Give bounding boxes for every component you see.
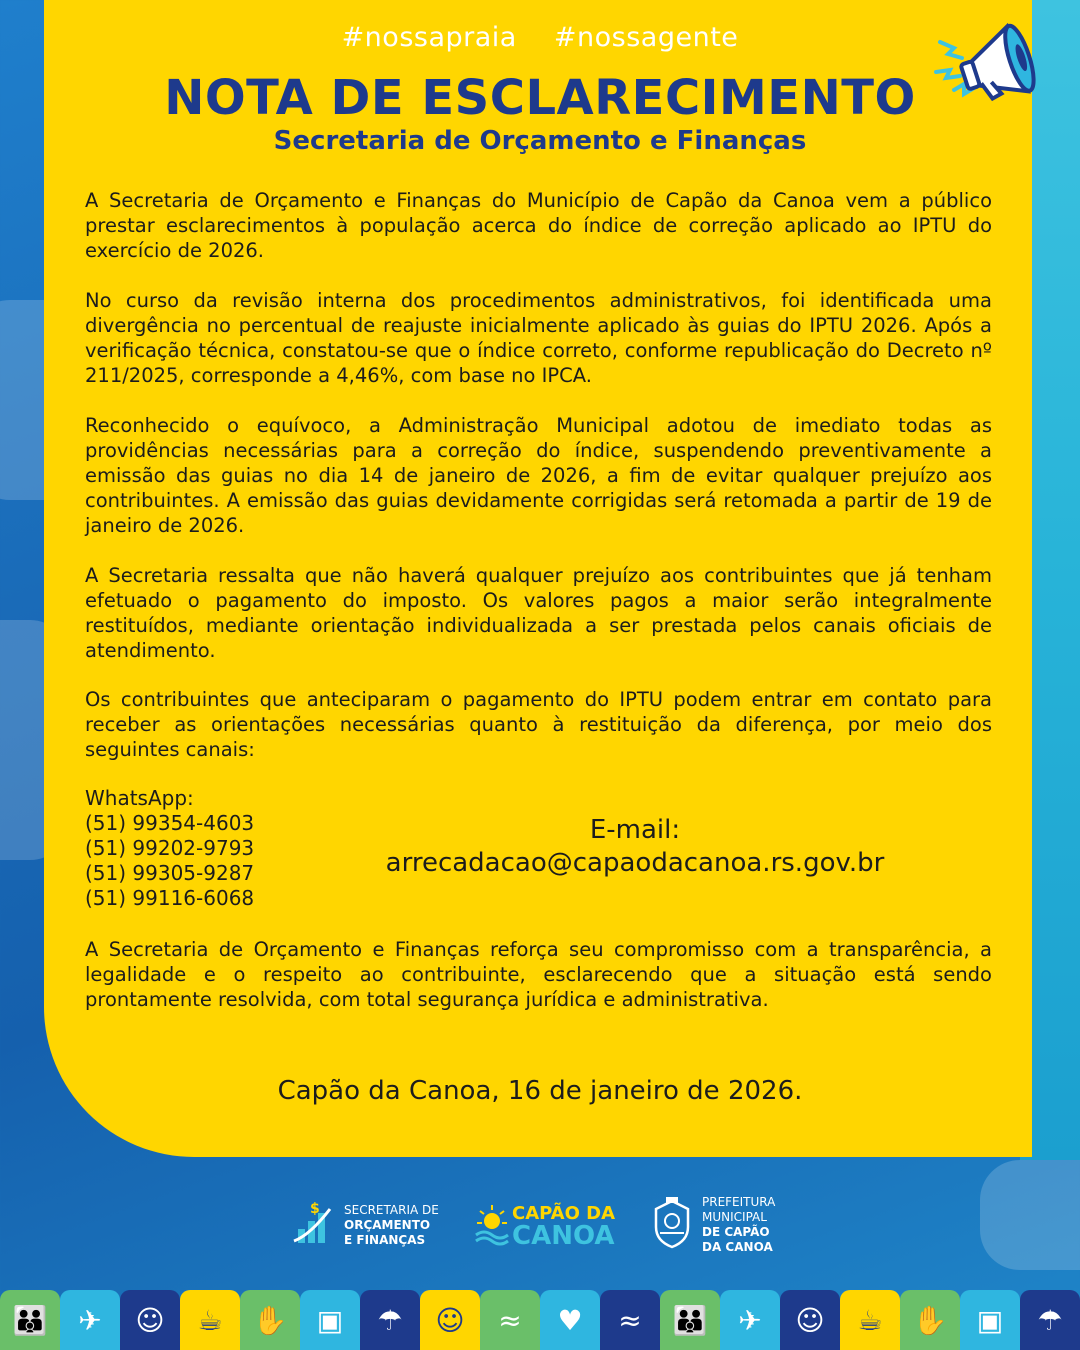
email-address[interactable]: arrecadacao@capaodacanoa.rs.gov.br: [385, 848, 885, 878]
page-title: NOTA DE ESCLARECIMENTO: [164, 70, 916, 126]
children-icon: ☺: [780, 1290, 840, 1350]
teacher-icon: ☺: [420, 1290, 480, 1350]
heart-hand-icon: ♥: [540, 1290, 600, 1350]
footer-logos: [0, 1190, 1080, 1260]
bird-icon: ✈: [60, 1290, 120, 1350]
closing-paragraph: A Secretaria de Orçamento e Finanças reforça seu compromisso com a transparência, a legalidade e o respeito ao contribuinte, esclarecendo que a situação está sendo prontamente resolvida, com total segurança jurídica e administrativa.: [85, 938, 992, 1011]
whatsapp-label: WhatsApp:: [85, 786, 194, 810]
computer-icon: ▣: [300, 1290, 360, 1350]
bird-icon: ✈: [720, 1290, 780, 1350]
coat-of-arms-icon: [650, 1197, 694, 1253]
page-subtitle: Secretaria de Orçamento e Finanças: [273, 126, 807, 156]
handshake-icon: ✋: [900, 1290, 960, 1350]
prefeitura-logo: [650, 1190, 775, 1260]
whatsapp-number[interactable]: (51) 99305-9287: [85, 861, 255, 885]
paragraph: A Secretaria ressalta que não haverá qualquer prejuízo aos contribuintes que já tenham efetuado o pagamento do imposto. Os valores pagos a maior serão integralmente restituídos, mediante orientação individualizada a ser prestada pelos canais oficiais de atendimento.: [85, 564, 992, 662]
capao-da-canoa-logo: [474, 1190, 615, 1260]
secretaria-logo: [290, 1190, 439, 1260]
paragraph: Reconhecido o equívoco, a Administração Municipal adotou de imediato todas as providências necessárias para a correção do índice, suspendendo preventivamente a emissão das guias no dia 14 de janeiro de 2026, a fim de evitar qualquer prejuízo aos contribuintes. A emissão das guias devidamente corrigidas será retomada a partir de 19 de janeiro de 2026.: [85, 414, 992, 537]
paragraph: Os contribuintes que anteciparam o pagamento do IPTU podem entrar em contato para receber as orientações necessárias quanto à restituição da diferença, por meio dos seguintes canais:: [85, 688, 992, 761]
prefeitura-logo-line: MUNICIPAL: [702, 1210, 767, 1224]
family-icon: 👪: [0, 1290, 60, 1350]
canoe-icon: ≈: [480, 1290, 540, 1350]
handshake-icon: ✋: [240, 1290, 300, 1350]
secretaria-logo-line: E FINANÇAS: [344, 1232, 426, 1247]
prefeitura-logo-line: DA CANOA: [702, 1240, 773, 1254]
capao-logo-line: CAPÃO DA: [512, 1203, 616, 1224]
family-icon: 👪: [660, 1290, 720, 1350]
whatsapp-number[interactable]: (51) 99354-4603: [85, 811, 255, 835]
secretaria-logo-line: ORÇAMENTO: [344, 1217, 431, 1232]
date-line: Capão da Canoa, 16 de janeiro de 2026.: [277, 1076, 803, 1106]
hashtag: #nossapraia: [341, 22, 517, 53]
swimmers-icon: ≈: [600, 1290, 660, 1350]
capao-logo-line: CANOA: [512, 1221, 615, 1251]
paragraph: No curso da revisão interna dos procedimentos administrativos, foi identificada uma divergência no percentual de reajuste inicialmente aplicado às guias do IPTU 2026. Após a verificação técnica, constatou-se que o índice correto, conforme republicação do Decreto nº 211/2025, corresponde a 4,46%, com base no IPCA.: [85, 289, 992, 387]
whatsapp-number[interactable]: (51) 99202-9793: [85, 836, 255, 860]
email-contact: [330, 814, 940, 880]
secretaria-logo-line: SECRETARIA DE: [344, 1202, 439, 1217]
prefeitura-logo-line: DE CAPÃO: [702, 1225, 770, 1239]
email-label: E-mail:: [589, 815, 681, 845]
children-icon: ☺: [120, 1290, 180, 1350]
prefeitura-logo-line: PREFEITURA: [702, 1195, 776, 1209]
finance-chart-icon: [290, 1201, 338, 1249]
sun-icon: [474, 1201, 510, 1249]
umbrella-icon: ☂: [360, 1290, 420, 1350]
computer-icon: ▣: [960, 1290, 1020, 1350]
mate-cup-icon: ☕: [840, 1290, 900, 1350]
mate-cup-icon: ☕: [180, 1290, 240, 1350]
svg-text:$: $: [310, 1201, 320, 1217]
umbrella-icon: ☂: [1020, 1290, 1080, 1350]
whatsapp-number[interactable]: (51) 99116-6068: [85, 886, 255, 910]
icon-strip: [0, 1290, 1080, 1350]
paragraph: A Secretaria de Orçamento e Finanças do Município de Capão da Canoa vem a público prestar esclarecimentos à população acerca do índice de correção aplicado ao IPTU do exercício de 2026.: [85, 189, 992, 262]
hashtag: #nossagente: [553, 22, 739, 53]
whatsapp-contacts: [85, 786, 254, 911]
